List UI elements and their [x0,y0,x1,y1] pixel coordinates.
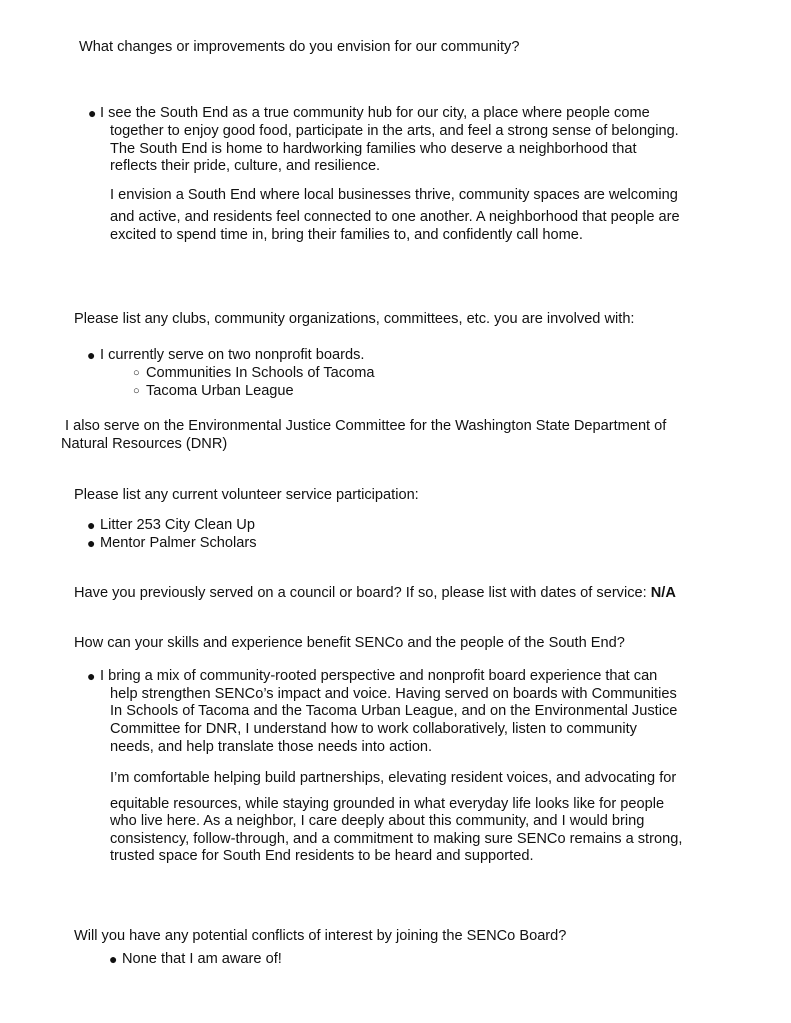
answer-line: trusted space for South End residents to be heard and supported. [110,848,534,864]
sub-bullet-item: Communities In Schools of Tacoma [146,365,375,381]
sub-bullet-icon: ○ [133,367,140,379]
answer-line: In Schools of Tacoma and the Tacoma Urban League, and on the Environmental Justice [110,703,678,719]
question-previous-service [74,584,676,602]
bullet-icon: ● [87,535,96,551]
answer-line: I see the South End as a true community hub for our city, a place where people come [100,105,650,121]
volunteer-item: Mentor Palmer Scholars [100,535,257,551]
question-community-vision: What changes or improvements do you envision for our community? [79,39,520,55]
answer-line: equitable resources, while staying grounded in what everyday life looks like for people [110,796,665,812]
question-skills: How can your skills and experience benefit SENCo and the people of the South End? [74,635,625,651]
sub-bullet-item: Tacoma Urban League [146,383,294,399]
question-organizations: Please list any clubs, community organizations, committees, etc. you are involved with: [74,311,635,327]
answer-line: and active, and residents feel connected to one another. A neighborhood that people are [110,209,680,225]
question-text: Have you previously served on a council or board? If so, please list with dates of service: [74,585,647,601]
answer-line: who live here. As a neighbor, I care deeply about this community, and I would bring [110,813,645,829]
bullet-icon: ● [87,517,96,533]
answer-line: together to enjoy good food, participate in the arts, and feel a strong sense of belonging. [110,123,679,139]
extra-line: I also serve on the Environmental Justice Committee for the Washington State Department of [65,418,667,434]
conflicts-answer: None that I am aware of! [122,951,282,967]
extra-line: Natural Resources (DNR) [61,436,228,452]
answer-bullet: I currently serve on two nonprofit boards. [100,347,365,363]
answer-line: I bring a mix of community-rooted perspective and nonprofit board experience that can [100,668,658,684]
question-volunteer: Please list any current volunteer service participation: [74,487,419,503]
answer-line: I’m comfortable helping build partnerships, elevating resident voices, and advocating for [110,770,677,786]
question-conflicts: Will you have any potential conflicts of interest by joining the SENCo Board? [74,928,567,944]
bullet-icon: ● [88,105,97,121]
answer-line: The South End is home to hardworking families who deserve a neighborhood that [110,141,637,157]
bullet-icon: ● [87,668,96,684]
answer-line: consistency, follow-through, and a commitment to making sure SENCo remains a strong, [110,831,683,847]
answer-line: help strengthen SENCo’s impact and voice. Having served on boards with Communities [110,686,677,702]
volunteer-item: Litter 253 City Clean Up [100,517,255,533]
answer-line: reflects their pride, culture, and resilience. [110,158,381,174]
answer-line: excited to spend time in, bring their families to, and confidently call home. [110,227,583,243]
answer-line: I envision a South End where local businesses thrive, community spaces are welcoming [110,187,678,203]
answer-line: needs, and help translate those needs into action. [110,739,433,755]
bullet-icon: ● [87,347,96,363]
sub-bullet-icon: ○ [133,385,140,397]
answer-line: Committee for DNR, I understand how to work collaboratively, listen to community [110,721,637,737]
bullet-icon: ● [109,951,118,967]
answer-na: N/A [650,585,676,601]
